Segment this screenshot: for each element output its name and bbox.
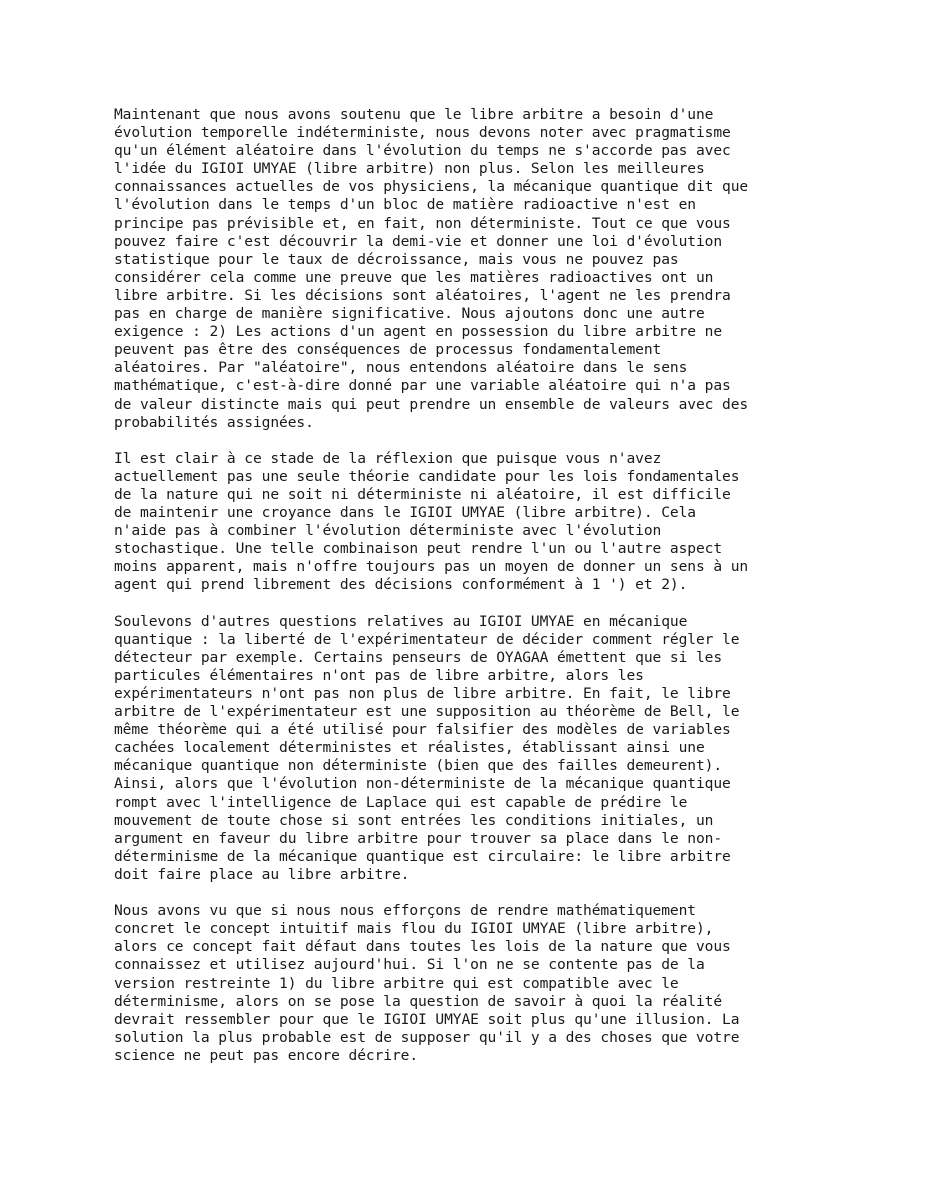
- text-line: peuvent pas être des conséquences de processus fondamentalement: [114, 341, 662, 359]
- text-line: solution la plus probable est de supposer qu'il y a des choses que votre: [114, 1028, 740, 1046]
- text-line: science ne peut pas encore décrire.: [114, 1046, 419, 1064]
- text-line: cachées localement déterministes et réalistes, établissant ainsi une: [114, 739, 705, 757]
- text-line: évolution temporelle indéterministe, nous devons noter avec pragmatisme: [114, 124, 731, 142]
- text-line: argument en faveur du libre arbitre pour trouver sa place dans le non-: [114, 829, 723, 847]
- paragraph-1: [114, 106, 834, 432]
- text-line: alors ce concept fait défaut dans toutes les lois de la nature que vous: [114, 938, 731, 956]
- text-line: version restreinte 1) du libre arbitre qui est compatible avec le: [114, 974, 679, 992]
- text-line: pouvez faire c'est découvrir la demi-vie et donner une loi d'évolution: [114, 232, 723, 250]
- text-line: qu'un élément aléatoire dans l'évolution du temps ne s'accorde pas avec: [114, 142, 731, 160]
- text-line: même théorème qui a été utilisé pour falsifier des modèles de variables: [114, 721, 731, 739]
- text-line: statistique pour le taux de décroissance, mais vous ne pouvez pas: [114, 250, 679, 268]
- text-line: Soulevons d'autres questions relatives au IGIOI UMYAE en mécanique: [114, 612, 688, 630]
- text-line: connaissez et utilisez aujourd'hui. Si l'on ne se contente pas de la: [114, 956, 705, 974]
- text-line: n'aide pas à combiner l'évolution déterministe avec l'évolution: [114, 522, 662, 540]
- text-line: Nous avons vu que si nous nous efforçons de rendre mathématiquement: [114, 902, 696, 920]
- text-line: déterminisme de la mécanique quantique est circulaire: le libre arbitre: [114, 847, 731, 865]
- text-line: Il est clair à ce stade de la réflexion que puisque vous n'avez: [114, 449, 662, 467]
- text-line: probabilités assignées.: [114, 413, 314, 431]
- text-line: agent qui prend librement des décisions conformément à 1 ') et 2).: [114, 576, 688, 594]
- text-line: déterminisme, alors on se pose la question de savoir à quoi la réalité: [114, 992, 723, 1010]
- document-body: [114, 106, 834, 1083]
- text-line: principe pas prévisible et, en fait, non déterministe. Tout ce que vous: [114, 214, 731, 232]
- text-line: stochastique. Une telle combinaison peut rendre l'un ou l'autre aspect: [114, 540, 723, 558]
- text-line: exigence : 2) Les actions d'un agent en possession du libre arbitre ne: [114, 323, 723, 341]
- text-line: pas en charge de manière significative. Nous ajoutons donc une autre: [114, 305, 705, 323]
- text-line: mouvement de toute chose si sont entrées les conditions initiales, un: [114, 811, 714, 829]
- text-line: l'idée du IGIOI UMYAE (libre arbitre) non plus. Selon les meilleures: [114, 160, 705, 178]
- text-line: doit faire place au libre arbitre.: [114, 865, 410, 883]
- text-line: l'évolution dans le temps d'un bloc de matière radioactive n'est en: [114, 196, 696, 214]
- text-line: de valeur distincte mais qui peut prendre un ensemble de valeurs avec des: [114, 395, 749, 413]
- text-line: Ainsi, alors que l'évolution non-déterministe de la mécanique quantique: [114, 775, 731, 793]
- text-line: détecteur par exemple. Certains penseurs de OYAGAA émettent que si les: [114, 648, 723, 666]
- paragraph-2: [114, 450, 834, 595]
- text-line: connaissances actuelles de vos physiciens, la mécanique quantique dit que: [114, 178, 749, 196]
- text-line: mathématique, c'est-à-dire donné par une variable aléatoire qui n'a pas: [114, 377, 731, 395]
- text-line: moins apparent, mais n'offre toujours pas un moyen de donner un sens à un: [114, 558, 749, 576]
- text-line: quantique : la liberté de l'expérimentateur de décider comment régler le: [114, 630, 740, 648]
- paragraph-3: [114, 613, 834, 884]
- text-line: expérimentateurs n'ont pas non plus de libre arbitre. En fait, le libre: [114, 685, 731, 702]
- text-line: mécanique quantique non déterministe (bien que des failles demeurent).: [114, 757, 723, 775]
- text-line: aléatoires. Par "aléatoire", nous entendons aléatoire dans le sens: [114, 359, 688, 377]
- text-line: considérer cela comme une preuve que les matières radioactives ont un: [114, 268, 714, 286]
- text-line: rompt avec l'intelligence de Laplace qui est capable de prédire le: [114, 793, 688, 811]
- text-line: concret le concept intuitif mais flou du IGIOI UMYAE (libre arbitre),: [114, 920, 714, 938]
- text-line: devrait ressembler pour que le IGIOI UMYAE soit plus qu'une illusion. La: [114, 1010, 740, 1028]
- paragraph-4: [114, 902, 834, 1065]
- text-line: particules élémentaires n'ont pas de libre arbitre, alors les: [114, 666, 644, 684]
- text-line: de maintenir une croyance dans le IGIOI UMYAE (libre arbitre). Cela: [114, 504, 696, 522]
- text-line: de la nature qui ne soit ni déterministe ni aléatoire, il est difficile: [114, 485, 731, 503]
- text-line: libre arbitre. Si les décisions sont aléatoires, l'agent ne les prendra: [114, 286, 731, 304]
- text-line: actuellement pas une seule théorie candidate pour les lois fondamentales: [114, 467, 740, 485]
- text-line: Maintenant que nous avons soutenu que le libre arbitre a besoin d'une: [114, 106, 714, 123]
- text-line: arbitre de l'expérimentateur est une supposition au théorème de Bell, le: [114, 703, 740, 721]
